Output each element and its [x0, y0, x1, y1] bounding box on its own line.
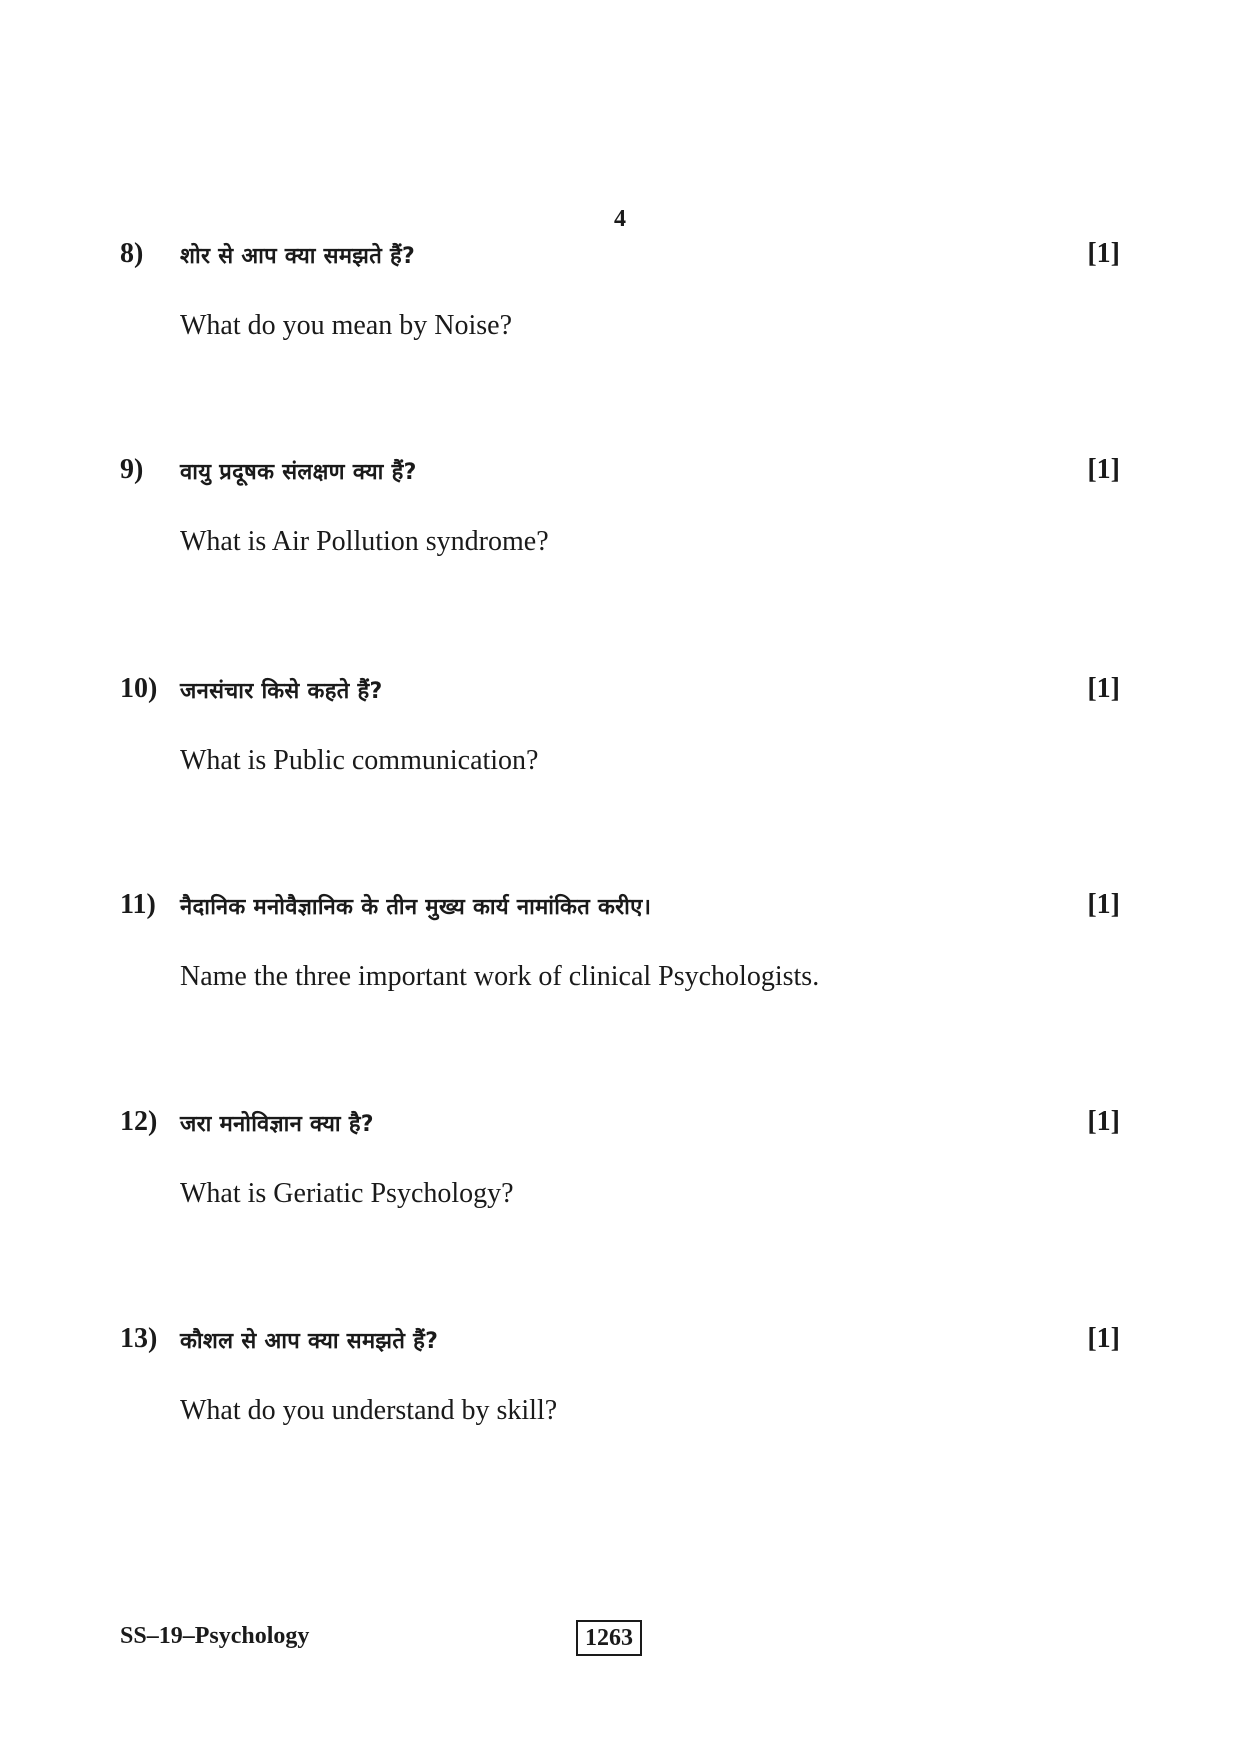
question-13	[0, 1323, 1240, 1473]
question-hindi-text: वायु प्रदूषक संलक्षण क्या हैं?	[180, 460, 417, 485]
question-9	[0, 454, 1240, 604]
question-marks: [1]	[1087, 889, 1120, 920]
question-marks: [1]	[1087, 1106, 1120, 1137]
question-hindi-text: जरा मनोविज्ञान क्या है?	[180, 1112, 374, 1137]
question-marks: [1]	[1087, 238, 1120, 269]
question-english-text: What is Air Pollution syndrome?	[180, 526, 549, 557]
question-number: 13)	[120, 1323, 158, 1354]
question-number: 12)	[120, 1106, 158, 1137]
question-10	[0, 673, 1240, 823]
question-marks: [1]	[1087, 1323, 1120, 1354]
question-11	[0, 889, 1240, 1039]
question-english-text: What is Public communication?	[180, 745, 539, 776]
question-hindi-text: शोर से आप क्या समझते हैं?	[180, 244, 416, 269]
question-marks: [1]	[1087, 454, 1120, 485]
question-english-text: Name the three important work of clinical Psychologists.	[180, 961, 820, 992]
question-12	[0, 1106, 1240, 1256]
question-number: 10)	[120, 673, 158, 704]
question-marks: [1]	[1087, 673, 1120, 704]
question-hindi-text: नैदानिक मनोवैज्ञानिक के तीन मुख्य कार्य नामांकित करीए।	[180, 895, 652, 920]
question-number: 8)	[120, 238, 144, 269]
question-number: 9)	[120, 454, 144, 485]
question-english-text: What do you understand by skill?	[180, 1395, 558, 1426]
question-english-text: What do you mean by Noise?	[180, 310, 513, 341]
page-number: 4	[614, 206, 626, 232]
question-8	[0, 238, 1240, 388]
question-hindi-text: जनसंचार किसे कहते हैं?	[180, 679, 383, 704]
question-english-text: What is Geriatic Psychology?	[180, 1178, 514, 1209]
footer-paper-code: SS–19–Psychology	[120, 1623, 310, 1649]
question-number: 11)	[120, 889, 156, 920]
footer-boxed-number: 1263	[576, 1620, 642, 1656]
question-hindi-text: कौशल से आप क्या समझते हैं?	[180, 1329, 439, 1354]
